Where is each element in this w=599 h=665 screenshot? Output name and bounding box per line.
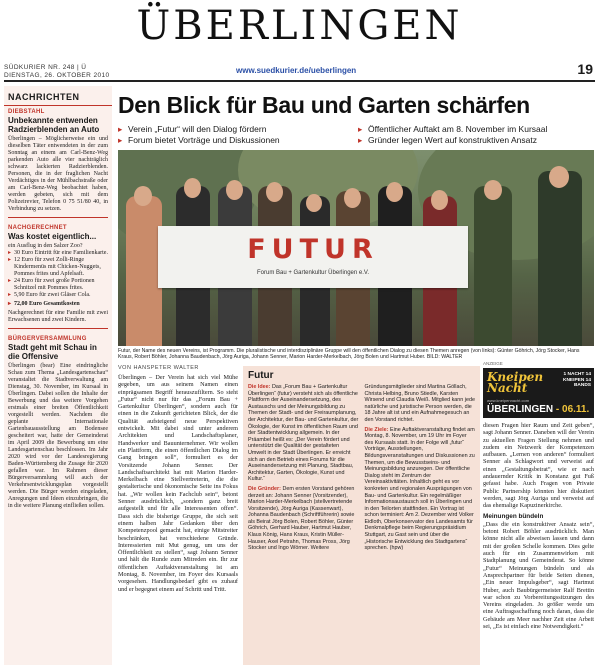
website-link[interactable]: www.suedkurier.de/ueberlingen: [236, 66, 357, 75]
ad-label: ANZEIGE: [483, 361, 503, 366]
info-lead: Die Idee:: [248, 384, 271, 390]
info-box: [243, 366, 480, 665]
info-lead: Die Ziele:: [364, 426, 389, 433]
person: [538, 171, 582, 346]
issue-date: DIENSTAG, 26. OKTOBER 2010: [4, 71, 110, 79]
header-rule: [4, 80, 595, 82]
cost-item: ▸ 24 Euro für zwei große Portionen Schnitzel mit Pommes frites.: [4, 278, 112, 292]
info-paragraph: [248, 384, 359, 483]
article-headline: Den Blick für Bau und Garten schärfen: [118, 92, 530, 118]
info-box-content: [248, 384, 475, 659]
ad-title-line: Nacht: [487, 381, 528, 395]
issue-info: [4, 64, 110, 79]
info-text: Eine Auftaktveranstaltung findet am Montag, 8. November, um 19 Uhr im Foyer des Kursaals statt. In der Folge will „futur“ Vorträge, Ausstellungen, Bildungsveranstaltungen und Diskussionen zu Themen, um die Bewusstseins- und Meinungsbildung anzuregen. Der öffentliche Dialog steht im Zentrum der Vereinsaktivitäten. Inhaltlich geht es vor konkreten und regionalen Ausprägungen von Bau- und Gartenkultur. Ein regelmäßiger Informationsaustausch soll in Überlingen und in den Teilorten stattfinden. Ein Vortrag ist schon terminiert: Am 2. Dezember wird Volker Eidloth, Oberkonservator des Landesamts für Denkmalpflege beim Regierungspräsidium Stuttgart, zu Gast sein und über die „Historische Entwicklung des Stadtgartens“ sprechen. (hpw): [364, 426, 475, 552]
article-paragraph: diesen Fragen hier Raum und Zeit geben“, sagt Johann Senner. Daneben will der Verein zu aktuellen Fragen Stellung nehmen und zudem ein Netzwerk der Kompetenzen aufbauen. „Lernen von anderen“ formuliert Senner als Schlagwort und verweist auf einen „Gestaltungsbeirat“, wie er nach andauernder Kritik in Konstanz gut Fuß gefasst habe. Auch Fragen von Private Public Partnership könnten hier diskutiert werden, sagt Jörg Auriga und verweist auf das ehemalige Kapuzinerkirche.: [483, 422, 594, 510]
person-head: [134, 186, 152, 206]
ad-website: www.kneipennacht.com: [487, 398, 530, 403]
ad-city: ÜBERLINGEN: [487, 404, 554, 415]
issue-number: SÜDKURIER NR. 248 | Ü: [4, 64, 87, 71]
info-text: Dem ersten Vorstand gehören derzeit an: Johann Senner (Vorsitzender), Marion Harder-Merkelbach (stellvertretende Vorsitzende), Jörg Auriga (Kassenwart), Johanna Baudenbach (Schriftführerin) sowie als Beirat Jörg Bolen, Robert Böhler, Günter Göhrich, Gerhard Hauber, Hartmut Hauber, Klaus König, Hans Kraus, Kristin Müller-Hauser, Axel Petrahn, Thomas Pross, Jörg Stocker und Ingo Wörner. Weitere Gründungsmitglieder sind Martina Göllach, Christa Helbing, Bruno Stiedle, Karsten Wirsend und Claudia Weiß. Mitglied kann jede natürliche und juristische Person werden, die 18 Jahre alt ist und ein Aufnahmegesuch an den Vorstand richtet.: [248, 384, 475, 552]
newspaper-title: ÜBERLINGEN: [136, 3, 463, 49]
ad-date: - 06.11.: [555, 404, 590, 415]
person-head: [184, 178, 201, 198]
masthead: [0, 0, 599, 52]
sidebar-divider: [8, 328, 108, 329]
banner-subtitle: Forum Bau + Gartenkultur Überlingen e.V.: [256, 270, 369, 276]
advertisement[interactable]: [483, 368, 594, 418]
person-head: [344, 188, 361, 208]
brief-kicker: DIEBSTAHL: [8, 109, 45, 115]
article-column: [483, 422, 594, 665]
cost-item: ▸ 12 Euro für zwei Zolli-Ringe Kindermenüs mit Chicken-Nuggets, Pommes frites und Apfelsaft.: [4, 257, 112, 278]
cost-item: ▸ 30 Euro Eintritt für eine Familienkarte.: [4, 250, 112, 257]
article-subheading: Meinungen bündeln: [483, 512, 544, 520]
person-head: [549, 166, 569, 188]
person: [126, 196, 162, 346]
news-sidebar: [4, 86, 112, 665]
brief-text: Überlingen – Möglicherweise ein und dieselben Täter entwendeten in der zum Sonntag an einem am Carl-Benz-Weg parkenden Auto alle vier nachträglich schwarz lackierten Radzierblenden. Personen, die in der fraglichen Nacht Verdächtiges in der Mühlbachstraße oder am Carl-Benz-Weg beobachtet haben, werden gebeten, sich mit dem Polizeirevier, Telefon 0 75 51/80 40, in Verbindung zu setzen.: [8, 136, 108, 212]
ad-title: [487, 372, 543, 394]
brief-headline: Was kostet eigentlich...: [8, 232, 97, 241]
byline: VON HANSPETER WALTER: [118, 365, 199, 371]
article-paragraph: Überlingen – Der Verein hat sich viel Mühe gegeben, um aus seinem Namen einen einprägsamen Begriff herauszufiltern. So steht „Futur“ nicht nur für das „Forum Bau + Gartenkultur Überlingen“, sondern auch für einen in die Zukunft gerichteten Blick, der die Qualität aufsteigend neue Perspektiven entwickelt. Mit dabei sind unter anderem Architekten und Landschaftsplaner, Handwerker und Bauunternehmer. Wir wollen ein Plattform, die einen öffentlichen Dialog im Gang bringen soll“, formuliert es der Vorsitzende Johann Senner. Der Landschaftsarchitekt hat mit Marion Harder-Merkelbach eine Stellvertreterin, die die gestalterische und ökonomische Seite ins Fokus hat. „Wir wollen kein Fachclub sein“, betont Senner ausdrücklich, „sondern ganz breit aufgestellt und für alle Interessenten offen“. Dass sich die bisherige Gruppe, die sich seit einem halben Jahr Gedanken über den Kompetenzpool gemacht hat, einige Mitstreiter beschränken, hat verschiedene Gründe. Interessierten mit Mut genug, um uns der Öffentlichkeit zu stellen“, sagt Johann Senner und hält die Runde zum Mitreden ein. Ihr zur öffentlichen Auftaktveranstaltung ist am Montag, 8. November, im Foyer des Kursaals vorgesehen. Handlungsbedarf gibt es zuhauf und er begegnet einem auf Schritt und Tritt.: [118, 374, 238, 593]
ad-tagline: 1 NACHT 14 KNEIPEN 14 BANDS: [563, 372, 591, 389]
brief-headline: Unbekannte entwenden Radzierblenden an Auto: [8, 116, 100, 134]
person-head: [386, 182, 403, 202]
subhead: ▸ Öffentlicher Auftakt am 8. November im Kursaal: [358, 124, 594, 135]
cost-note: Nachgerechnet für eine Familie mit zwei Erwachsenen und zwei Kindern.: [8, 310, 108, 323]
photo-caption: Futur, der Name des neuen Vereins, ist Programm. Die pluralistische und interdisziplinäre Gruppe will den öffentlichen Dialog zu diesen Themen anregen (von links): Günter Göhrich, Jörg Stocker, Hans Kraus, Robert Böhler, Johanna Baudenbach, Jörg Auriga, Johann Senner, Marion Harder-Merkelbach, Jörg Bolen und Hartmut Huber. BILD: WALTER: [118, 348, 580, 361]
info-lead: Die Gründer:: [248, 485, 281, 492]
subhead: ▸ Gründer legen Wert auf konstruktiven Ansatz: [358, 135, 594, 146]
article-paragraph: „Dass die ein konstruktiver Ansatz sein“, betont Robert Böhler ausdrücklich. Man könne nicht alle abweisen lassen und dann mit der großen Schelle kommen. Dies gelte auch für ein Zusammenwirken mit Stadtplanung und Gemeinderat. So könne „Futur“ Meinungen bündeln und als Ansprechpartner für beide Seiten dienen, „Ein neuer Impulsgeber“, sagt Hartmut Huber, auch Baubürgermeister Ralf Brettin war schon zu Vorbereitungssitzungen des Vereins eingeladen. Jo größer werde um eine Auftragsschaffung noch daran, dass die Gebäude am Meer nachher Zeit eine Arbeit sei, „Es ist einfach eine Notwendigkeit.“: [483, 520, 594, 631]
brief-headline: Stadt geht mit Schau in die Offensive: [8, 343, 97, 361]
sidebar-section-title: NACHRICHTEN: [4, 86, 112, 106]
person: [474, 186, 512, 346]
ad-city-date: [487, 404, 589, 415]
subhead: ▸ Verein „Futur“ will den Dialog fördern: [118, 124, 358, 135]
person-head: [431, 190, 448, 210]
brief-subline: ein Ausflug in den Salzer Zoo?: [8, 243, 83, 249]
person-head: [226, 180, 243, 200]
cost-item: ▸ 5,90 Euro für zwei Gläser Cola.: [4, 292, 112, 299]
person-head: [484, 180, 502, 200]
page-number: 19: [577, 61, 593, 77]
cost-total: ▸ 72,00 Euro Gesamtkosten: [4, 301, 112, 308]
article-column: [118, 374, 238, 665]
brief-text: Überlingen (bear) Eine eindringliche Schau zum Thema „Landesgartenschau“ veranstaltet die Stadtverwaltung am Dienstag, 30. November, im Kursaal in Überlingen. Dabei sollen die Inhalte der Bewerbung und das weitere Vorgehen erstmals einer breiten Öffentlichkeit vorgestellt werden. Nachdem die geplante Internationale Gartenbauausstellung am Bodensee gescheitert war, hatte der Gemeinderat im April 2009 die Bewerbung um eine Landesgartenschau beschlossen. Im Jahr 2020 wird vor der Landesregierung Baden-Württemberg die Zusage für 2020 gefallen war. Im Rahmen dieser Bürgerversammlung will auch der Verkehrsentwicklungsplan vorgestellt werden. Die Bürger werden eingeladen, Anregungen und Ideen einzubringen, die in die weitere Planung einfließen sollen.: [8, 363, 108, 509]
subhead: ▸ Forum bietet Vorträge und Diskussionen: [118, 135, 358, 146]
banner-logo-text: FUTUR: [247, 234, 379, 265]
person-head: [266, 182, 283, 202]
info-text: Das „Forum Bau + Gartenkultur Überlingen“ (futur) versteht sich als öffentliche Plattform der Auseinandersetzung, des Austauschs und der Meinungsbildung zu Themen der Stadt- und der Freiraumplanung, der Architektur, der Bau- und Gartenkultur, der Ökologie, der Kunst im öffentlichen Raum und der Stadtentwicklung allgemein. In der Präambel heißt es: „Der Verein fördert und unterstützt die Qualität der gestalteten Umwelt in der Stadt Überlingen. Er erreicht sich an den Betrieb eines Forums für die Auseinandersetzung mit Planung, Stadtbau, Architektur, Garten, Ökologie, Kunst und Kultur.“: [248, 384, 359, 483]
futur-banner: [158, 226, 468, 288]
subheads-left: [118, 124, 358, 146]
brief-kicker: BÜRGERVERSAMMLUNG: [8, 336, 87, 342]
group-photo: [118, 150, 594, 346]
ad-title-line: Kneipen: [487, 370, 544, 384]
info-box-title: Futur: [248, 370, 274, 381]
info-paragraph: [365, 427, 476, 552]
sidebar-divider: [8, 217, 108, 218]
subheads-right: [358, 124, 594, 146]
person-head: [306, 194, 322, 212]
brief-kicker: NACHGERECHNET: [8, 225, 67, 231]
